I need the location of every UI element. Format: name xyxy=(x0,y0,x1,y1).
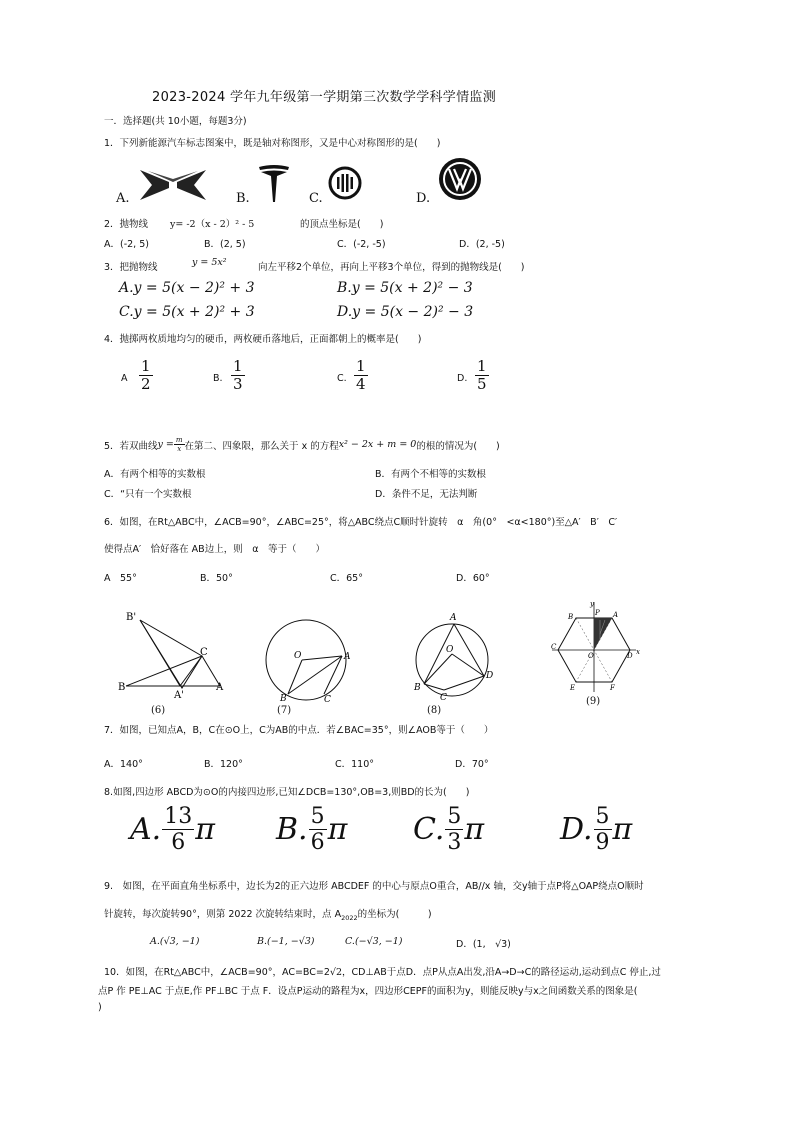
figure-7-circle xyxy=(260,614,356,706)
q8-option-b: B. $\frac{5}{6}$ π xyxy=(276,804,348,856)
q3-stem-tail: 向左平移2个单位，再向上平移3个单位，得到的抛物线是( ) xyxy=(258,262,525,273)
q8-option-d: D. $\frac{5}{9}$ π xyxy=(560,804,633,856)
q6-option-b: B．50° xyxy=(200,573,233,584)
fig6-label-b-prime: B' xyxy=(126,612,137,623)
q4-option-c-fraction: $\frac{1}{4}$ xyxy=(356,357,366,394)
q1-option-b-label: B. xyxy=(236,191,250,206)
q1-option-d-label: D. xyxy=(416,191,431,206)
q3-option-a: A.y = 5(x − 2)² + 3 xyxy=(119,280,255,296)
q10-line2: 点P 作 PE⊥AC 于点E,作 PF⊥BC 于点 F．设点P运动的路程为x，四边形CEPF的面积为y，则能反映y与x之间函数关系的图象是( xyxy=(98,986,638,997)
q6-option-c: C．65° xyxy=(330,573,363,584)
fig9-label-y: y xyxy=(590,600,594,608)
q2-stem-tail: 的顶点坐标是( ) xyxy=(300,219,384,230)
fig7-label-a: A xyxy=(344,652,351,662)
q6-line2: 使得点A′ 恰好落在 AB边上，则 α 等于（ ） xyxy=(104,544,325,555)
q2-option-a: A．(-2, 5) xyxy=(104,239,149,250)
q9-line1: 9. 如图，在平面直角坐标系中，边长为2的正六边形 ABCDEF 的中心与原点O重合，AB//x 轴，交y轴于点P将△OAP绕点O顺时 xyxy=(104,881,644,892)
q3-option-b: B.y = 5(x + 2)² − 3 xyxy=(337,280,473,296)
q8-stem: 8.如图,四边形 ABCD为⊙O的内接四边形,已知∠DCB=130°,OB=3,则BD的长为( ) xyxy=(104,787,470,798)
q10-line3: ) xyxy=(98,1002,102,1013)
fig8-label-b: B xyxy=(414,683,421,693)
section-heading: 一．选择题(共 10小题，每题3分) xyxy=(104,116,247,127)
fig8-label-o: O xyxy=(446,645,454,655)
q9-option-d: D．(1, √3) xyxy=(456,939,511,950)
q9-option-b: B.(−1, −√3) xyxy=(257,936,315,947)
figure-8-caption: (8) xyxy=(427,705,442,716)
q1-option-a-label: A. xyxy=(116,191,130,206)
fig9-label-f: F xyxy=(610,684,615,692)
figure-9-caption: (9) xyxy=(586,696,601,707)
fig6-label-a: A xyxy=(216,682,224,693)
page-title: 2023-2024 学年九年级第一学期第三次数学学科学情监测 xyxy=(152,90,496,105)
q10-line1: 10．如图，在Rt△ABC中，∠ACB=90°，AC=BC=2√2，CD⊥AB于点D．点P从点A出发,沿A→D→C的路径运动,运动到点C 停止,过 xyxy=(104,967,661,978)
tesla-logo-icon xyxy=(257,164,291,204)
q6-line1: 6．如图，在Rt△ABC中，∠ACB=90°，∠ABC=25°，将△ABC绕点C顺时针旋转 α 角(0° <α<180°)至△A′ B′ C′ xyxy=(104,517,618,528)
figure-9-hexagon-coordinate xyxy=(550,598,642,694)
q2-option-b: B．(2, 5) xyxy=(204,239,246,250)
q7-option-a: A．140° xyxy=(104,759,143,770)
fig6-label-b: B xyxy=(118,682,126,693)
fig8-label-a: A xyxy=(450,613,457,623)
q9-line2: 针旋转，每次旋转90°，则第 2022 次旋转结束时，点 $A_{2022}$的坐标为( ) xyxy=(104,909,432,922)
q6-option-d: D．60° xyxy=(456,573,490,584)
figure-6-triangle-rotation xyxy=(116,606,232,702)
q4-option-d-letter: D. xyxy=(457,373,468,384)
fig8-label-c: C xyxy=(440,693,447,702)
q7-stem: 7．如图，已知点A，B，C在⊙O上，C为AB的中点．若∠BAC=35°，则∠AOB等于（ ） xyxy=(104,725,494,736)
fig7-label-o: O xyxy=(294,651,302,661)
fig8-label-d: D xyxy=(486,671,494,681)
fig6-label-c: C xyxy=(200,647,208,658)
q3-option-c: C.y = 5(x + 2)² + 3 xyxy=(119,304,255,320)
q2-stem: 2．抛物线 xyxy=(104,219,149,230)
q9-option-a: A.(√3, −1) xyxy=(150,936,200,947)
vw-logo-icon xyxy=(438,157,482,201)
q2-option-d: D．(2, -5) xyxy=(459,239,505,250)
fig7-label-c: C xyxy=(324,695,331,705)
fig9-label-p: P xyxy=(595,609,600,617)
figure-6-caption: (6) xyxy=(151,705,166,716)
fig9-label-x: x xyxy=(636,648,640,656)
q7-option-c: C．110° xyxy=(335,759,375,770)
figure-8-inscribed-quadrilateral xyxy=(410,610,494,702)
q5-option-d: D．条件不足，无法判断 xyxy=(375,489,478,500)
q4-option-a-letter: A xyxy=(121,373,128,384)
xpeng-logo-icon xyxy=(138,168,208,202)
q4-option-d-fraction: $\frac{1}{5}$ xyxy=(477,357,487,394)
fig9-label-e: E xyxy=(570,684,576,692)
q3-expression: y = 5x² xyxy=(192,257,227,268)
q7-option-b: B．120° xyxy=(204,759,243,770)
q4-option-b-fraction: $\frac{1}{3}$ xyxy=(233,357,243,394)
q5-option-a: A．有两个相等的实数根 xyxy=(104,469,206,480)
q6-option-a: A 55° xyxy=(104,573,137,584)
q3-option-d: D.y = 5(x − 2)² − 3 xyxy=(337,304,474,320)
fig9-label-a: A xyxy=(613,611,619,619)
q5-stem: 5．若双曲线 y = $\frac{m}{x}$ 在第二、四象限，那么关于 x 的方程 x² − 2x + m = 0 的根的情况为( ) xyxy=(104,436,500,454)
q4-stem: 4．抛掷两枚质地均匀的硬币，两枚硬币落地后，正面都朝上的概率是( ) xyxy=(104,334,422,345)
q2-option-c: C．(-2, -5) xyxy=(337,239,386,250)
q8-option-a: A. $\frac{13}{6}$ π xyxy=(130,804,215,856)
fig7-label-b: B xyxy=(280,694,287,704)
fig9-label-o: O xyxy=(588,652,594,660)
q5-option-c: C．“只有一个实数根 xyxy=(104,489,192,500)
fig9-label-c: C xyxy=(551,643,557,651)
q3-stem: 3．把抛物线 xyxy=(104,262,158,273)
q1-stem: 1．下列新能源汽车标志图案中，既是轴对称图形，又是中心对称图形的是( ) xyxy=(104,138,441,149)
q8-option-c: C. $\frac{5}{3}$ π xyxy=(413,804,485,856)
q9-option-c: C.(−√3, −1) xyxy=(345,936,403,947)
q2-expression: y= -2（x - 2）² - 5 xyxy=(170,219,255,230)
fig9-label-b: B xyxy=(568,613,574,621)
q5-option-b: B．有两个不相等的实数根 xyxy=(375,469,487,480)
figure-7-caption: (7) xyxy=(277,705,292,716)
q4-option-c-letter: C. xyxy=(337,373,347,384)
q7-option-d: D．70° xyxy=(455,759,489,770)
q4-option-a-fraction: $\frac{1}{2}$ xyxy=(141,357,151,394)
fig9-label-d: D xyxy=(627,652,633,660)
fig6-label-a-prime: A' xyxy=(174,690,184,701)
q4-option-b-letter: B. xyxy=(213,373,223,384)
brand-c-logo-icon xyxy=(328,166,362,200)
q1-option-c-label: C. xyxy=(309,191,323,206)
